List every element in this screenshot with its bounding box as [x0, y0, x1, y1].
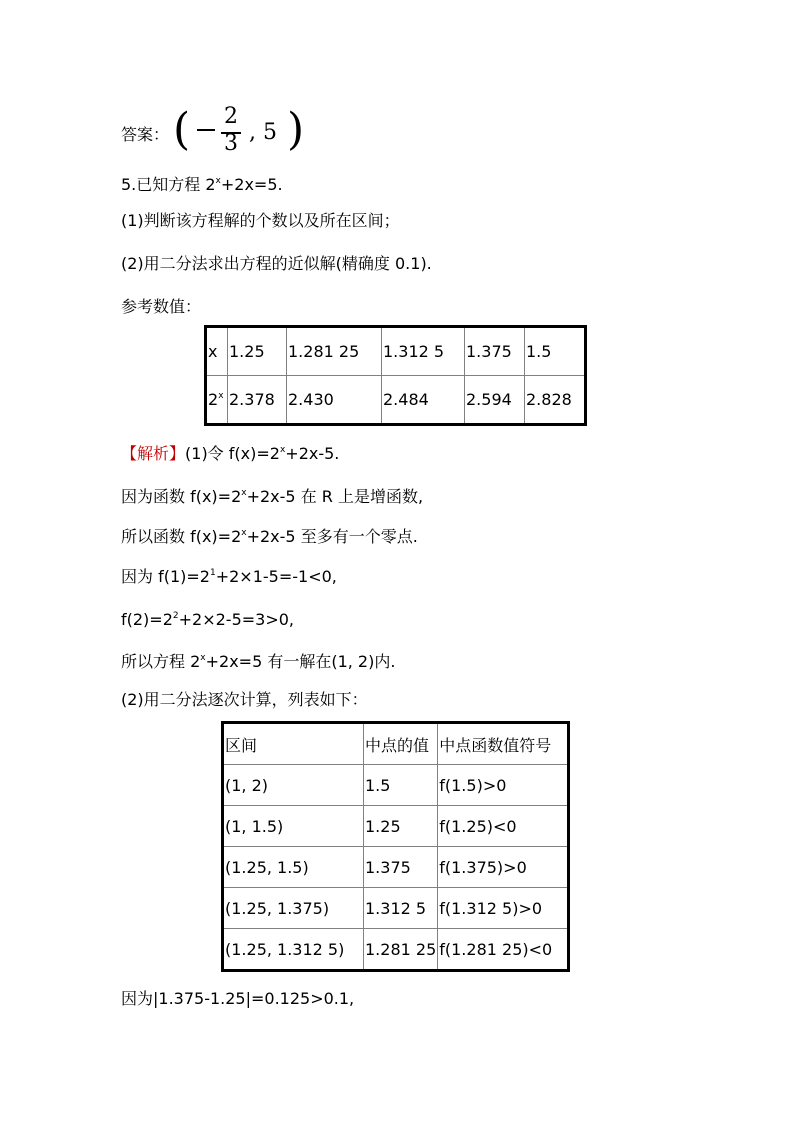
table-cell: f(1.5)>0	[438, 765, 569, 806]
table-cell: f(1.281 25)<0	[438, 929, 569, 971]
reference-label: 参考数值：	[121, 297, 202, 316]
answer-rest: , 5	[249, 120, 277, 145]
solution-text: +2×2-5=3>0,	[178, 610, 295, 629]
table-cell: 1.25	[228, 327, 287, 376]
table-header-cell: 区间	[223, 723, 364, 765]
solution-line-2	[121, 482, 423, 508]
table-row	[206, 376, 586, 425]
solution-tag: 【解析】	[121, 444, 186, 463]
solution-text: 所以方程 2	[121, 652, 201, 671]
table-cell: 1.312 5	[382, 327, 465, 376]
table-cell: 1.375	[465, 327, 525, 376]
table-cell: 1.5	[364, 765, 438, 806]
table-cell: 1.25	[364, 806, 438, 847]
bisection-table	[221, 721, 570, 972]
solution-text: +2x-5 在 R 上是增函数,	[246, 487, 424, 506]
table-cell: f(1.312 5)>0	[438, 888, 569, 929]
table-cell: (1.25, 1.375)	[223, 888, 364, 929]
close-paren: )	[287, 104, 305, 155]
solution-line-7: (2)用二分法逐次计算，列表如下：	[121, 690, 368, 709]
minus-sign	[197, 129, 215, 131]
fraction-numerator: 2	[224, 104, 238, 129]
table-cell: f(1.25)<0	[438, 806, 569, 847]
question-2: (2)用二分法求出方程的近似解(精确度 0.1).	[121, 254, 432, 273]
open-paren: (	[173, 104, 191, 155]
solution-line-4	[121, 562, 337, 588]
table-cell: 2.378	[228, 376, 287, 425]
solution-line-1	[121, 439, 339, 465]
solution-text: +2x-5.	[285, 444, 340, 463]
table-cell: 1.375	[364, 847, 438, 888]
table-row	[223, 929, 569, 971]
superscript: 1	[209, 568, 216, 578]
table-row	[206, 327, 586, 376]
cell-text: 2	[208, 390, 219, 409]
table-cell	[206, 376, 228, 425]
table-cell: (1, 2)	[223, 765, 364, 806]
table-header-cell: 中点函数值符号	[438, 723, 569, 765]
table-cell: 2.594	[465, 376, 525, 425]
table-cell: 1.281 25	[287, 327, 382, 376]
table-cell: (1.25, 1.5)	[223, 847, 364, 888]
answer-label: 答案：	[121, 125, 170, 144]
solution-text: 因为 f(1)=2	[121, 567, 210, 586]
table-row	[223, 847, 569, 888]
solution-text: +2×1-5=-1<0,	[215, 567, 337, 586]
table-cell: 1.312 5	[364, 888, 438, 929]
superscript: x	[218, 391, 224, 401]
fraction-denominator: 3	[224, 131, 238, 156]
solution-line-3	[121, 522, 418, 548]
table-cell: f(1.375)>0	[438, 847, 569, 888]
solution-text: 所以函数 f(x)=2	[121, 527, 242, 546]
solution-text: +2x=5 有一解在(1, 2)内.	[205, 652, 396, 671]
table-header-cell: 中点的值	[364, 723, 438, 765]
table-row	[223, 888, 569, 929]
table-cell: 2.484	[382, 376, 465, 425]
solution-line-6	[121, 647, 395, 673]
superscript: x	[279, 445, 286, 455]
table-cell: 1.281 25	[364, 929, 438, 971]
table-cell: x	[206, 327, 228, 376]
table-row	[223, 765, 569, 806]
solution-text: +2x-5 至多有一个零点.	[246, 527, 418, 546]
solution-text: (1)令 f(x)=2	[185, 444, 280, 463]
solution-line-5	[121, 605, 294, 631]
reference-table	[204, 325, 587, 426]
table-cell: 2.828	[525, 376, 586, 425]
solution-line-8: 因为|1.375-1.25|=0.125>0.1,	[121, 989, 355, 1008]
table-cell: 2.430	[287, 376, 382, 425]
table-cell: 1.5	[525, 327, 586, 376]
superscript: x	[200, 653, 206, 663]
superscript: x	[215, 176, 221, 186]
table-header-row	[223, 723, 569, 765]
table-cell: (1.25, 1.312 5)	[223, 929, 364, 971]
superscript: x	[241, 528, 247, 538]
problem-title-text: 5.已知方程 2	[121, 175, 216, 194]
table-row	[223, 806, 569, 847]
superscript: 2	[172, 611, 179, 621]
problem-title-text: +2x=5.	[220, 175, 283, 194]
table-cell: (1, 1.5)	[223, 806, 364, 847]
solution-text: 因为函数 f(x)=2	[121, 487, 242, 506]
problem-title	[121, 170, 283, 196]
solution-text: f(2)=2	[121, 610, 173, 629]
question-1: (1)判断该方程解的个数以及所在区间；	[121, 211, 400, 230]
superscript: x	[241, 488, 247, 498]
